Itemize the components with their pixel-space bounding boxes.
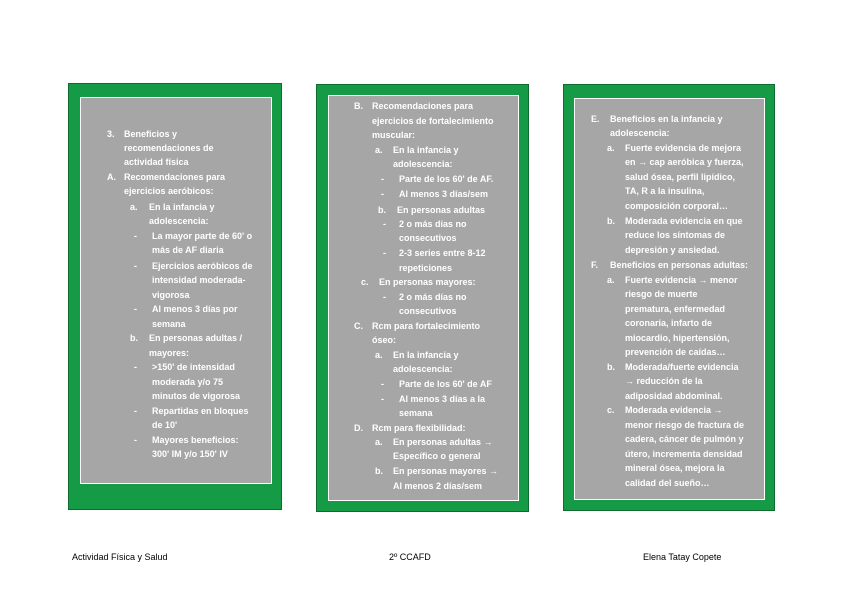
panel-2-line: En la infancia y bbox=[393, 145, 459, 155]
panel-2-line: adolescencia: bbox=[393, 159, 453, 169]
panel-1-line: - bbox=[134, 261, 137, 271]
panel-3-line: calidad del sueño… bbox=[625, 478, 710, 488]
panel-3-line: b. bbox=[607, 362, 615, 372]
panel-1-line: más de AF diaria bbox=[152, 245, 224, 255]
panel-2-line: semana bbox=[399, 408, 433, 418]
panel-3-line: a. bbox=[607, 143, 615, 153]
panel-1-line: - bbox=[134, 362, 137, 372]
panel-2-line: Rcm para fortalecimiento bbox=[372, 321, 481, 331]
panel-3-line: útero, incrementa densidad bbox=[625, 449, 743, 459]
panel-1-line: - bbox=[134, 304, 137, 314]
panel-1-line: Mayores beneficios: bbox=[152, 435, 239, 445]
footer-year-degree: 2º CCAFD bbox=[389, 552, 431, 562]
panel-2-line: repeticiones bbox=[399, 263, 453, 273]
panel-3-line: mineral ósea, mejora la bbox=[625, 463, 725, 473]
panel-2-line: ejercicios de fortalecimiento bbox=[372, 116, 494, 126]
panel-2-line: c. bbox=[361, 277, 369, 287]
panel-2-line: a. bbox=[375, 350, 383, 360]
panel-2-line: consecutivos bbox=[399, 306, 457, 316]
panel-3-line: cadera, cáncer de pulmón y bbox=[625, 434, 744, 444]
panel-1-line: de 10' bbox=[152, 420, 178, 430]
panel-2-line: - bbox=[381, 379, 384, 389]
panel-1-line: Recomendaciones para bbox=[124, 172, 226, 182]
panel-2-line: muscular: bbox=[372, 130, 416, 140]
panel-2-line: consecutivos bbox=[399, 233, 457, 243]
panel-2-line: óseo: bbox=[372, 335, 397, 345]
panel-3-line: coronaria, infarto de bbox=[625, 318, 713, 328]
panel-3-line: Moderada/fuerte evidencia bbox=[625, 362, 739, 372]
panel-2-line: Al menos 3 días a la bbox=[399, 394, 486, 404]
panel-1-line: intensidad moderada- bbox=[152, 275, 246, 285]
panel-1-line: 300' IM y/o 150' IV bbox=[152, 449, 228, 459]
panel-2-line: - bbox=[381, 174, 384, 184]
panel-2-line: D. bbox=[354, 423, 363, 433]
panel-2-line: 2 o más días no bbox=[399, 219, 467, 229]
panel-3-line: F. bbox=[591, 260, 599, 270]
panel-2-line: a. bbox=[375, 145, 383, 155]
panel-3-line: TA, R a la insulina, bbox=[625, 186, 705, 196]
panel-3-line: salud ósea, perfil lipídico, bbox=[625, 172, 736, 182]
panel-1-line: ejercicios aeróbicos: bbox=[124, 186, 214, 196]
panel-3-line: adolescencia: bbox=[610, 128, 670, 138]
panel-3-line: Beneficios en personas adultas: bbox=[610, 260, 749, 270]
footer-author: Elena Tatay Copete bbox=[643, 552, 722, 562]
panel-2-line: Al menos 3 días/sem bbox=[399, 189, 489, 199]
panel-3-line: Fuerte evidencia → menor bbox=[625, 275, 738, 285]
panel-2-line: En personas adultas → bbox=[393, 437, 493, 447]
panel-1-line: Al menos 3 días por bbox=[152, 304, 238, 314]
panel-3-line: Moderada evidencia → bbox=[625, 405, 723, 415]
panel-3-line: a. bbox=[607, 275, 615, 285]
panel-3-line: b. bbox=[607, 216, 615, 226]
panel-2-line: Al menos 2 días/sem bbox=[393, 481, 483, 491]
panel-1-line: mayores: bbox=[149, 348, 190, 358]
panel-1-line: - bbox=[134, 435, 137, 445]
panel-3-line: composición corporal… bbox=[625, 201, 729, 211]
panel-2-line: En personas mayores: bbox=[379, 277, 476, 287]
panel-1-line: moderada y/o 75 bbox=[152, 377, 224, 387]
panel-2-line: C. bbox=[354, 321, 363, 331]
panel-2-line: - bbox=[383, 292, 386, 302]
panel-1-line: a. bbox=[130, 202, 138, 212]
panel-2-line: - bbox=[383, 248, 386, 258]
panel-2-line: b. bbox=[378, 205, 386, 215]
panel-2-line: a. bbox=[375, 437, 383, 447]
panel-1-line: - bbox=[134, 231, 137, 241]
panel-1-line: En la infancia y bbox=[149, 202, 215, 212]
panel-2-line: B. bbox=[354, 101, 363, 111]
panel-1-line: vigorosa bbox=[152, 290, 190, 300]
panel-2-line: - bbox=[381, 394, 384, 404]
panel-3-line: miocardio, hipertensión, bbox=[625, 333, 730, 343]
panel-1-line: semana bbox=[152, 319, 186, 329]
footer-course-name: Actividad Física y Salud bbox=[72, 552, 168, 562]
panel-2-line: Específico o general bbox=[393, 451, 481, 461]
panel-2-line: adolescencia: bbox=[393, 364, 453, 374]
panel-1-line: recomendaciones de bbox=[124, 143, 214, 153]
panel-1-line: actividad física bbox=[124, 157, 189, 167]
panel-2-line: Rcm para flexibilidad: bbox=[372, 423, 466, 433]
panel-1-line: Repartidas en bloques bbox=[152, 406, 249, 416]
panel-2-line: b. bbox=[375, 466, 383, 476]
panel-1-line: >150' de intensidad bbox=[152, 362, 235, 372]
panel-2-line: En personas mayores → bbox=[393, 466, 499, 476]
panel-1-line: Beneficios y bbox=[124, 129, 178, 139]
panel-2-line: Parte de los 60' de AF bbox=[399, 379, 492, 389]
panel-1-line: adolescencia: bbox=[149, 216, 209, 226]
panel-1-line: A. bbox=[107, 172, 116, 182]
panel-3-line: Beneficios en la infancia y bbox=[610, 114, 723, 124]
panel-1-line: - bbox=[134, 406, 137, 416]
panel-2-line: - bbox=[383, 219, 386, 229]
panel-3-line: prevención de caídas… bbox=[625, 347, 726, 357]
panel-2-line: Parte de los 60' de AF. bbox=[399, 174, 494, 184]
panel-3-line: riesgo de muerte bbox=[625, 289, 698, 299]
panel-2-line: En la infancia y bbox=[393, 350, 459, 360]
panel-1-line: 3. bbox=[107, 129, 115, 139]
panel-3-line: en → cap aeróbica y fuerza, bbox=[625, 157, 744, 167]
panel-2-line: Recomendaciones para bbox=[372, 101, 474, 111]
panel-3-line: menor riesgo de fractura de bbox=[625, 420, 745, 430]
panel-1-line: b. bbox=[130, 333, 138, 343]
panel-3-line: E. bbox=[591, 114, 600, 124]
panel-3-line: prematura, enfermedad bbox=[625, 304, 726, 314]
panel-3-line: adiposidad abdominal. bbox=[625, 391, 723, 401]
panel-1-line: La mayor parte de 60' o bbox=[152, 231, 253, 241]
panel-3-line: Fuerte evidencia de mejora bbox=[625, 143, 742, 153]
panel-3-line: reduce los síntomas de bbox=[625, 230, 726, 240]
panel-1-line: Ejercicios aeróbicos de bbox=[152, 261, 253, 271]
panel-2-line: 2 o más días no bbox=[399, 292, 467, 302]
panel-3-line: depresión y ansiedad. bbox=[625, 245, 720, 255]
panel-3-line: c. bbox=[607, 405, 615, 415]
panel-2-line: 2-3 series entre 8-12 bbox=[399, 248, 486, 258]
panel-1-line: En personas adultas / bbox=[149, 333, 243, 343]
panel-3-line: → reducción de la bbox=[625, 376, 703, 386]
panel-1-line: minutos de vigorosa bbox=[152, 391, 241, 401]
panel-3-line: Moderada evidencia en que bbox=[625, 216, 743, 226]
panel-2-line: En personas adultas bbox=[397, 205, 486, 215]
panel-2-line: - bbox=[381, 189, 384, 199]
